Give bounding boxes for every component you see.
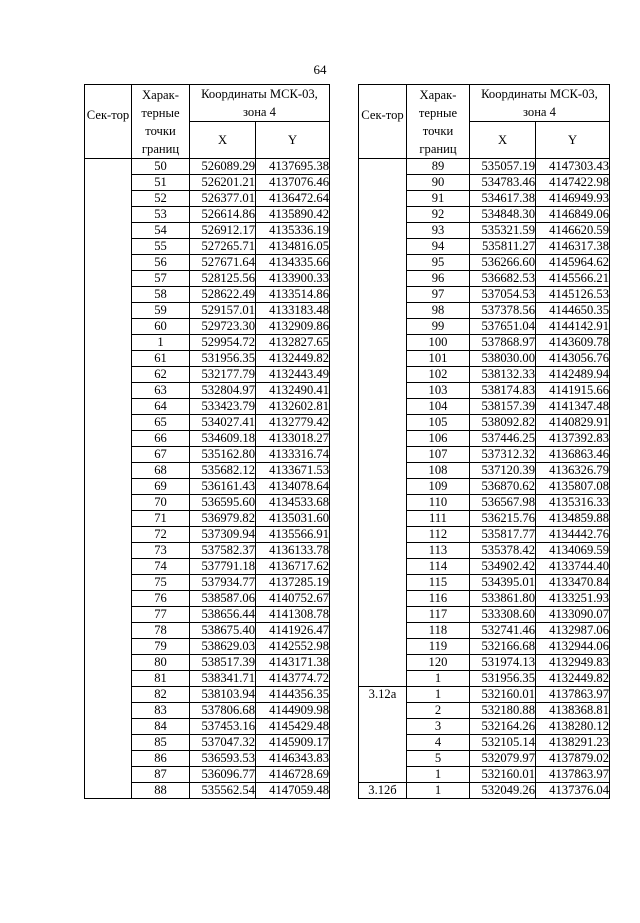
coord-x: 532741.46 (470, 623, 536, 639)
coord-x: 536595.60 (190, 495, 256, 511)
point-number: 4 (407, 735, 470, 751)
coord-x: 534783.46 (470, 175, 536, 191)
coord-x: 536096.77 (190, 767, 256, 783)
point-number: 51 (132, 175, 190, 191)
header-y: Y (536, 122, 610, 159)
coord-y: 4133018.27 (256, 431, 330, 447)
coord-y: 4136133.78 (256, 543, 330, 559)
coord-y: 4132449.82 (536, 671, 610, 687)
coord-x: 536870.62 (470, 479, 536, 495)
point-number: 98 (407, 303, 470, 319)
coord-x: 535321.59 (470, 223, 536, 239)
point-number: 60 (132, 319, 190, 335)
point-number: 55 (132, 239, 190, 255)
coord-x: 527671.64 (190, 255, 256, 271)
point-number: 82 (132, 687, 190, 703)
sector-cell (359, 159, 407, 687)
coord-y: 4132490.41 (256, 383, 330, 399)
point-number: 105 (407, 415, 470, 431)
point-number: 1 (132, 335, 190, 351)
table-body-right (359, 159, 610, 799)
point-number: 1 (407, 687, 470, 703)
table-row (359, 159, 610, 175)
point-number: 102 (407, 367, 470, 383)
point-number: 116 (407, 591, 470, 607)
coord-x: 537791.18 (190, 559, 256, 575)
coord-y: 4132944.06 (536, 639, 610, 655)
coord-y: 4133183.48 (256, 303, 330, 319)
point-number: 58 (132, 287, 190, 303)
coord-y: 4146620.59 (536, 223, 610, 239)
header-x: X (190, 122, 256, 159)
coord-y: 4135807.08 (536, 479, 610, 495)
coord-x: 532177.79 (190, 367, 256, 383)
sector-cell (85, 159, 132, 799)
coord-y: 4140752.67 (256, 591, 330, 607)
coord-y: 4136717.62 (256, 559, 330, 575)
header-coordinates: Координаты МСК-03, зона 4 (190, 85, 330, 122)
table-row (359, 783, 610, 799)
point-number: 90 (407, 175, 470, 191)
coord-y: 4134078.64 (256, 479, 330, 495)
point-number: 52 (132, 191, 190, 207)
point-number: 95 (407, 255, 470, 271)
point-number: 108 (407, 463, 470, 479)
point-number: 56 (132, 255, 190, 271)
header-x: X (470, 122, 536, 159)
coord-x: 532049.26 (470, 783, 536, 799)
sector-cell: 3.12б (359, 783, 407, 799)
point-number: 68 (132, 463, 190, 479)
point-number: 78 (132, 623, 190, 639)
coord-x: 535682.12 (190, 463, 256, 479)
point-number: 112 (407, 527, 470, 543)
coord-x: 533308.60 (470, 607, 536, 623)
table-row (359, 687, 610, 703)
header-points: Харак-терные точки границ (132, 85, 190, 159)
coord-y: 4141347.48 (536, 399, 610, 415)
coord-x: 526912.17 (190, 223, 256, 239)
coord-y: 4138368.81 (536, 703, 610, 719)
point-number: 67 (132, 447, 190, 463)
coord-y: 4133744.40 (536, 559, 610, 575)
header-coordinates: Координаты МСК-03, зона 4 (470, 85, 610, 122)
coord-y: 4133251.93 (536, 591, 610, 607)
point-number: 101 (407, 351, 470, 367)
point-number: 79 (132, 639, 190, 655)
point-number: 77 (132, 607, 190, 623)
point-number: 66 (132, 431, 190, 447)
coord-y: 4143774.72 (256, 671, 330, 687)
point-number: 106 (407, 431, 470, 447)
coord-y: 4132443.49 (256, 367, 330, 383)
point-number: 80 (132, 655, 190, 671)
coord-y: 4141308.78 (256, 607, 330, 623)
coord-y: 4145566.21 (536, 271, 610, 287)
coord-x: 535057.19 (470, 159, 536, 175)
coord-y: 4133470.84 (536, 575, 610, 591)
point-number: 87 (132, 767, 190, 783)
point-number: 97 (407, 287, 470, 303)
coord-x: 529723.30 (190, 319, 256, 335)
coord-y: 4137285.19 (256, 575, 330, 591)
coordinates-table-left (84, 84, 330, 799)
point-number: 109 (407, 479, 470, 495)
coord-x: 532164.26 (470, 719, 536, 735)
coord-x: 537446.25 (470, 431, 536, 447)
coord-x: 538174.83 (470, 383, 536, 399)
point-number: 2 (407, 703, 470, 719)
point-number: 88 (132, 783, 190, 799)
coord-x: 537047.32 (190, 735, 256, 751)
point-number: 84 (132, 719, 190, 735)
coord-x: 537378.56 (470, 303, 536, 319)
point-number: 72 (132, 527, 190, 543)
point-number: 1 (407, 783, 470, 799)
coord-y: 4134533.68 (256, 495, 330, 511)
point-number: 100 (407, 335, 470, 351)
coord-x: 536266.60 (470, 255, 536, 271)
coord-y: 4133090.07 (536, 607, 610, 623)
coord-y: 4134335.66 (256, 255, 330, 271)
coord-y: 4141915.66 (536, 383, 610, 399)
point-number: 107 (407, 447, 470, 463)
coordinates-table-right (358, 84, 610, 799)
coord-y: 4134859.88 (536, 511, 610, 527)
coord-x: 535378.42 (470, 543, 536, 559)
coord-x: 531956.35 (470, 671, 536, 687)
coord-x: 538092.82 (470, 415, 536, 431)
coord-y: 4134069.59 (536, 543, 610, 559)
coord-x: 534848.30 (470, 207, 536, 223)
point-number: 76 (132, 591, 190, 607)
coord-y: 4135031.60 (256, 511, 330, 527)
coord-x: 536215.76 (470, 511, 536, 527)
table-row (85, 159, 330, 175)
point-number: 64 (132, 399, 190, 415)
point-number: 110 (407, 495, 470, 511)
point-number: 1 (407, 671, 470, 687)
coord-y: 4135890.42 (256, 207, 330, 223)
point-number: 91 (407, 191, 470, 207)
coord-x: 537120.39 (470, 463, 536, 479)
coord-y: 4143171.38 (256, 655, 330, 671)
coord-x: 532166.68 (470, 639, 536, 655)
coord-y: 4133514.86 (256, 287, 330, 303)
point-number: 71 (132, 511, 190, 527)
point-number: 83 (132, 703, 190, 719)
coord-y: 4146343.83 (256, 751, 330, 767)
coord-x: 537309.94 (190, 527, 256, 543)
point-number: 111 (407, 511, 470, 527)
coord-y: 4146849.06 (536, 207, 610, 223)
coord-y: 4132909.86 (256, 319, 330, 335)
coord-y: 4135316.33 (536, 495, 610, 511)
coord-y: 4145909.17 (256, 735, 330, 751)
coord-x: 535817.77 (470, 527, 536, 543)
point-number: 70 (132, 495, 190, 511)
coord-x: 532160.01 (470, 767, 536, 783)
point-number: 73 (132, 543, 190, 559)
coord-x: 538675.40 (190, 623, 256, 639)
coord-y: 4140829.91 (536, 415, 610, 431)
coord-x: 531974.13 (470, 655, 536, 671)
coord-x: 535562.54 (190, 783, 256, 799)
coord-x: 536979.82 (190, 511, 256, 527)
coord-y: 4133900.33 (256, 271, 330, 287)
coord-x: 529157.01 (190, 303, 256, 319)
point-number: 85 (132, 735, 190, 751)
point-number: 115 (407, 575, 470, 591)
coord-y: 4147303.43 (536, 159, 610, 175)
point-number: 59 (132, 303, 190, 319)
point-number: 119 (407, 639, 470, 655)
point-number: 92 (407, 207, 470, 223)
coord-y: 4136326.79 (536, 463, 610, 479)
coord-y: 4137695.38 (256, 159, 330, 175)
point-number: 89 (407, 159, 470, 175)
coord-x: 534902.42 (470, 559, 536, 575)
coord-x: 534027.41 (190, 415, 256, 431)
coord-x: 536593.53 (190, 751, 256, 767)
page-number: 64 (313, 62, 327, 77)
coord-x: 534395.01 (470, 575, 536, 591)
coord-x: 532079.97 (470, 751, 536, 767)
coord-x: 536567.98 (470, 495, 536, 511)
coord-x: 536161.43 (190, 479, 256, 495)
coord-x: 538656.44 (190, 607, 256, 623)
sector-cell: 3.12а (359, 687, 407, 783)
point-number: 53 (132, 207, 190, 223)
point-number: 5 (407, 751, 470, 767)
coord-y: 4143056.76 (536, 351, 610, 367)
coord-x: 532180.88 (470, 703, 536, 719)
point-number: 74 (132, 559, 190, 575)
coord-y: 4143609.78 (536, 335, 610, 351)
point-number: 61 (132, 351, 190, 367)
point-number: 57 (132, 271, 190, 287)
point-number: 81 (132, 671, 190, 687)
coord-x: 538132.33 (470, 367, 536, 383)
coord-y: 4142552.98 (256, 639, 330, 655)
point-number: 62 (132, 367, 190, 383)
point-number: 113 (407, 543, 470, 559)
coord-y: 4132987.06 (536, 623, 610, 639)
coord-x: 538341.71 (190, 671, 256, 687)
coord-y: 4146949.93 (536, 191, 610, 207)
coord-y: 4138280.12 (536, 719, 610, 735)
table-body-left (85, 159, 330, 799)
point-number: 75 (132, 575, 190, 591)
coord-y: 4135336.19 (256, 223, 330, 239)
coord-x: 526089.29 (190, 159, 256, 175)
coord-x: 527265.71 (190, 239, 256, 255)
coord-y: 4146728.69 (256, 767, 330, 783)
coord-y: 4144142.91 (536, 319, 610, 335)
point-number: 99 (407, 319, 470, 335)
point-number: 103 (407, 383, 470, 399)
point-number: 93 (407, 223, 470, 239)
coord-y: 4132449.82 (256, 351, 330, 367)
coord-x: 526377.01 (190, 191, 256, 207)
coord-x: 532105.14 (470, 735, 536, 751)
coord-x: 532160.01 (470, 687, 536, 703)
header-y: Y (256, 122, 330, 159)
coord-y: 4138291.23 (536, 735, 610, 751)
coord-x: 533423.79 (190, 399, 256, 415)
coord-y: 4135566.91 (256, 527, 330, 543)
point-number: 50 (132, 159, 190, 175)
coord-y: 4144650.35 (536, 303, 610, 319)
coord-x: 529954.72 (190, 335, 256, 351)
coord-x: 538103.94 (190, 687, 256, 703)
coord-y: 4141926.47 (256, 623, 330, 639)
coord-x: 537868.97 (470, 335, 536, 351)
point-number: 118 (407, 623, 470, 639)
header-sector: Сек-тор (359, 85, 407, 159)
point-number: 94 (407, 239, 470, 255)
coord-y: 4133671.53 (256, 463, 330, 479)
coord-x: 528622.49 (190, 287, 256, 303)
coord-y: 4144356.35 (256, 687, 330, 703)
coord-x: 537651.04 (470, 319, 536, 335)
point-number: 1 (407, 767, 470, 783)
point-number: 120 (407, 655, 470, 671)
coord-y: 4133316.74 (256, 447, 330, 463)
coord-y: 4137863.97 (536, 767, 610, 783)
coord-x: 538517.39 (190, 655, 256, 671)
coord-x: 538587.06 (190, 591, 256, 607)
coord-x: 535162.80 (190, 447, 256, 463)
coord-x: 537453.16 (190, 719, 256, 735)
point-number: 54 (132, 223, 190, 239)
point-number: 117 (407, 607, 470, 623)
header-points: Харак-терные точки границ (407, 85, 470, 159)
coord-x: 538157.39 (470, 399, 536, 415)
point-number: 63 (132, 383, 190, 399)
coord-x: 534609.18 (190, 431, 256, 447)
coord-y: 4137879.02 (536, 751, 610, 767)
coord-x: 531956.35 (190, 351, 256, 367)
coord-y: 4137392.83 (536, 431, 610, 447)
coord-y: 4136863.46 (536, 447, 610, 463)
coord-y: 4132779.42 (256, 415, 330, 431)
coord-y: 4146317.38 (536, 239, 610, 255)
coord-y: 4137076.46 (256, 175, 330, 191)
coord-x: 536682.53 (470, 271, 536, 287)
header-sector: Сек-тор (85, 85, 132, 159)
point-number: 65 (132, 415, 190, 431)
point-number: 86 (132, 751, 190, 767)
coord-y: 4134442.76 (536, 527, 610, 543)
coord-x: 534617.38 (470, 191, 536, 207)
coord-x: 537582.37 (190, 543, 256, 559)
point-number: 96 (407, 271, 470, 287)
coord-y: 4147422.98 (536, 175, 610, 191)
coord-x: 535811.27 (470, 239, 536, 255)
point-number: 114 (407, 559, 470, 575)
coord-x: 528125.56 (190, 271, 256, 287)
coord-x: 526614.86 (190, 207, 256, 223)
point-number: 69 (132, 479, 190, 495)
coord-x: 537312.32 (470, 447, 536, 463)
coord-x: 538030.00 (470, 351, 536, 367)
coord-x: 538629.03 (190, 639, 256, 655)
coord-y: 4145126.53 (536, 287, 610, 303)
coord-y: 4144909.98 (256, 703, 330, 719)
coord-x: 537806.68 (190, 703, 256, 719)
coord-y: 4132949.83 (536, 655, 610, 671)
coord-y: 4145964.62 (536, 255, 610, 271)
coord-y: 4142489.94 (536, 367, 610, 383)
coord-y: 4145429.48 (256, 719, 330, 735)
coord-x: 537054.53 (470, 287, 536, 303)
point-number: 104 (407, 399, 470, 415)
coord-y: 4134816.05 (256, 239, 330, 255)
point-number: 3 (407, 719, 470, 735)
coord-x: 526201.21 (190, 175, 256, 191)
coord-y: 4137863.97 (536, 687, 610, 703)
coord-x: 532804.97 (190, 383, 256, 399)
coord-y: 4132827.65 (256, 335, 330, 351)
coord-x: 537934.77 (190, 575, 256, 591)
coord-y: 4132602.81 (256, 399, 330, 415)
coord-y: 4136472.64 (256, 191, 330, 207)
coord-x: 533861.80 (470, 591, 536, 607)
coord-y: 4147059.48 (256, 783, 330, 799)
coord-y: 4137376.04 (536, 783, 610, 799)
